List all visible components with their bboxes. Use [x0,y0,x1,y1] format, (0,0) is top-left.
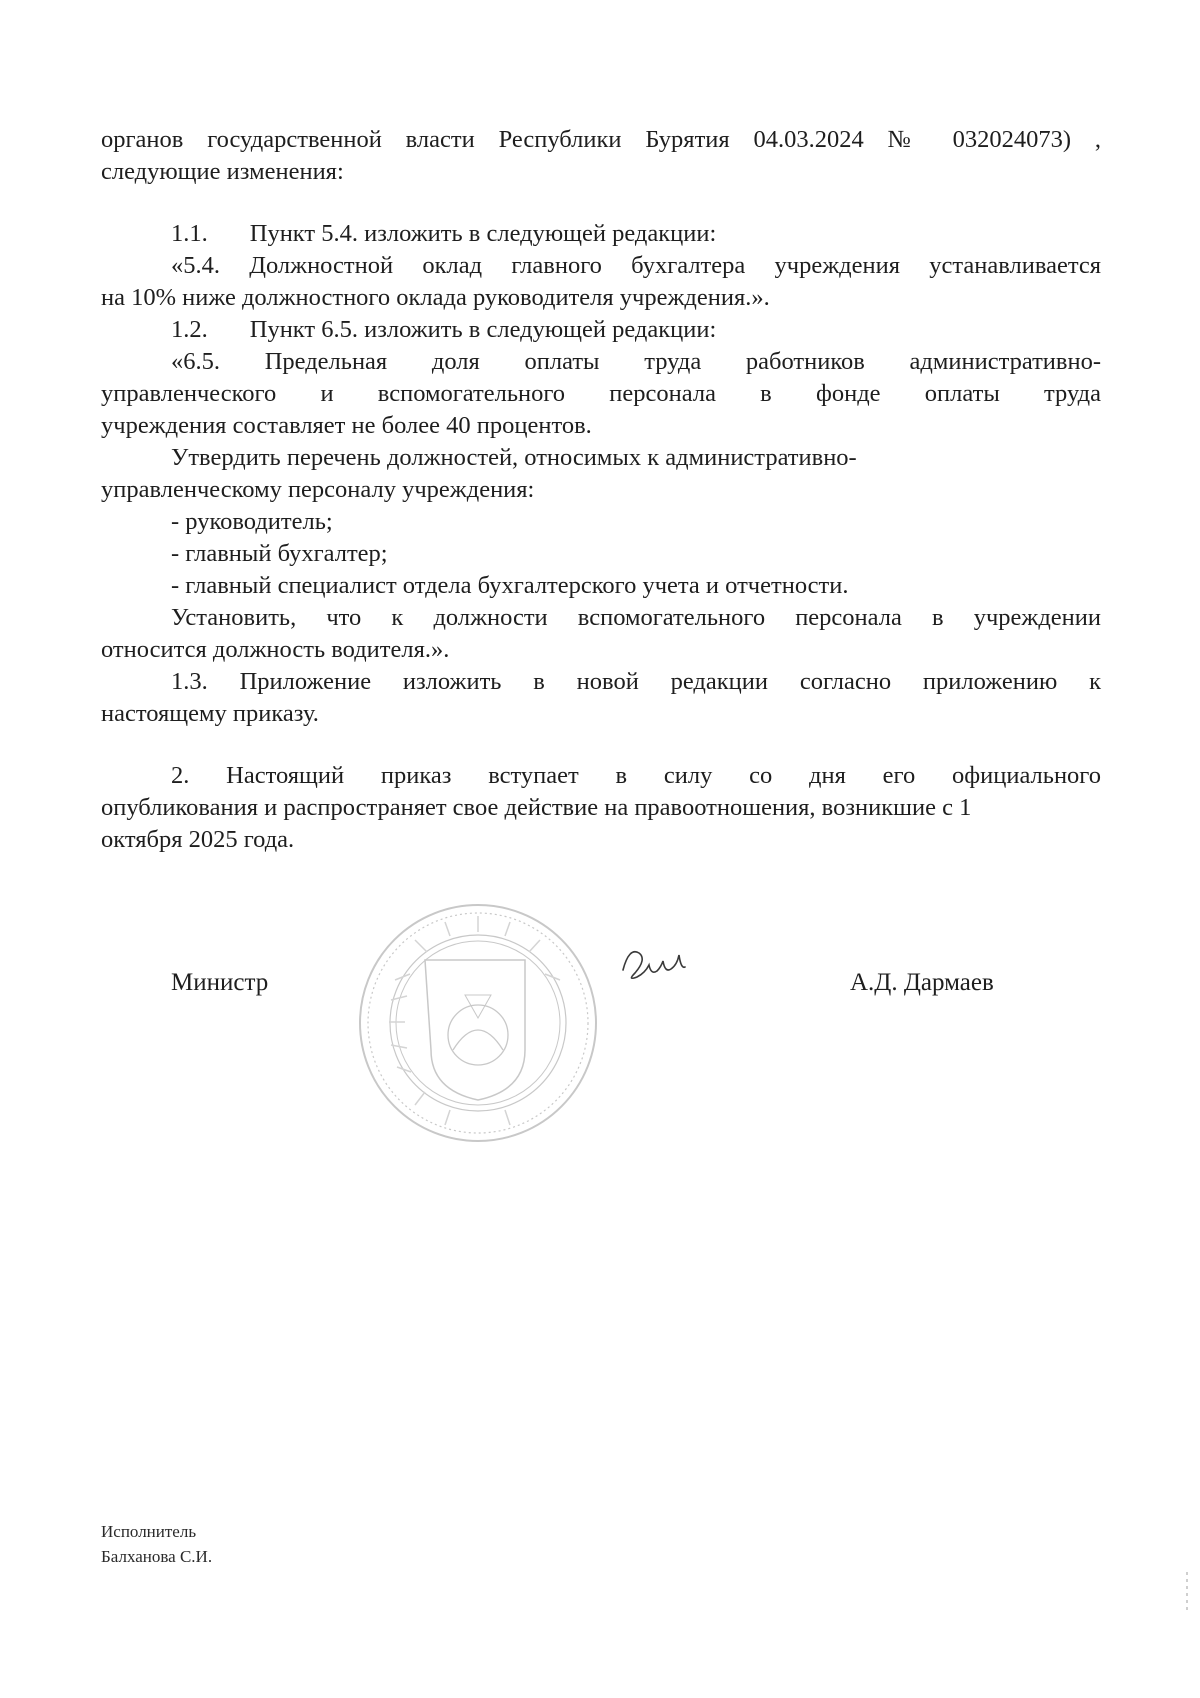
paragraph-line: следующие изменения: [101,158,344,185]
paragraph-line: относится должность водителя.». [101,636,450,663]
paragraph-line: настоящему приказу. [101,700,319,727]
list-item: - руководитель; [171,508,333,535]
list-item-1-3: 1.3. Приложение изложить в новой редакции согласно приложению к [171,668,1101,695]
paragraph-line: управленческого и вспомогательного персонала в фонде оплаты труда [101,380,1101,407]
document-body [101,124,1101,856]
signer-role: Министр [171,969,269,996]
list-item-1-2: 1.2. Пункт 6.5. изложить в следующей редакции: [171,316,717,343]
paragraph-line: управленческому персоналу учреждения: [101,476,535,503]
executor-name: Балханова С.И. [101,1547,213,1566]
paragraph-line: «5.4. Должностной оклад главного бухгалтера учреждения устанавливается [171,252,1101,279]
list-item-1-1: 1.1. Пункт 5.4. изложить в следующей редакции: [171,220,717,247]
signer-name: А.Д. Дармаев [850,969,994,996]
list-item: - главный специалист отдела бухгалтерского учета и отчетности. [171,572,849,599]
official-seal [355,900,601,1146]
list-item: - главный бухгалтер; [171,540,388,567]
paragraph-line: опубликования и распространяет свое действие на правоотношения, возникшие с 1 [101,794,972,821]
paragraph-line: октября 2025 года. [101,826,295,853]
executor-label: Исполнитель [101,1522,197,1541]
paragraph-line: Установить, что к должности вспомогательного персонала в учреждении [171,604,1101,631]
paragraph-line: учреждения составляет не более 40 процентов. [101,412,592,439]
paragraph-2: 2. Настоящий приказ вступает в силу со дня его официального [171,762,1101,789]
paragraph-line: органов государственной власти Республики Бурятия 04.03.2024 № 032024073) , [101,126,1101,153]
handwritten-signature [615,935,695,995]
paragraph-line: «6.5. Предельная доля оплаты труда работников административно- [171,348,1101,375]
paragraph-line: Утвердить перечень должностей, относимых к административно- [171,444,857,471]
executor-block [101,1519,212,1569]
paragraph-line: на 10% ниже должностного оклада руководителя учреждения.». [101,284,770,311]
scan-edge-mark [1186,1572,1188,1612]
